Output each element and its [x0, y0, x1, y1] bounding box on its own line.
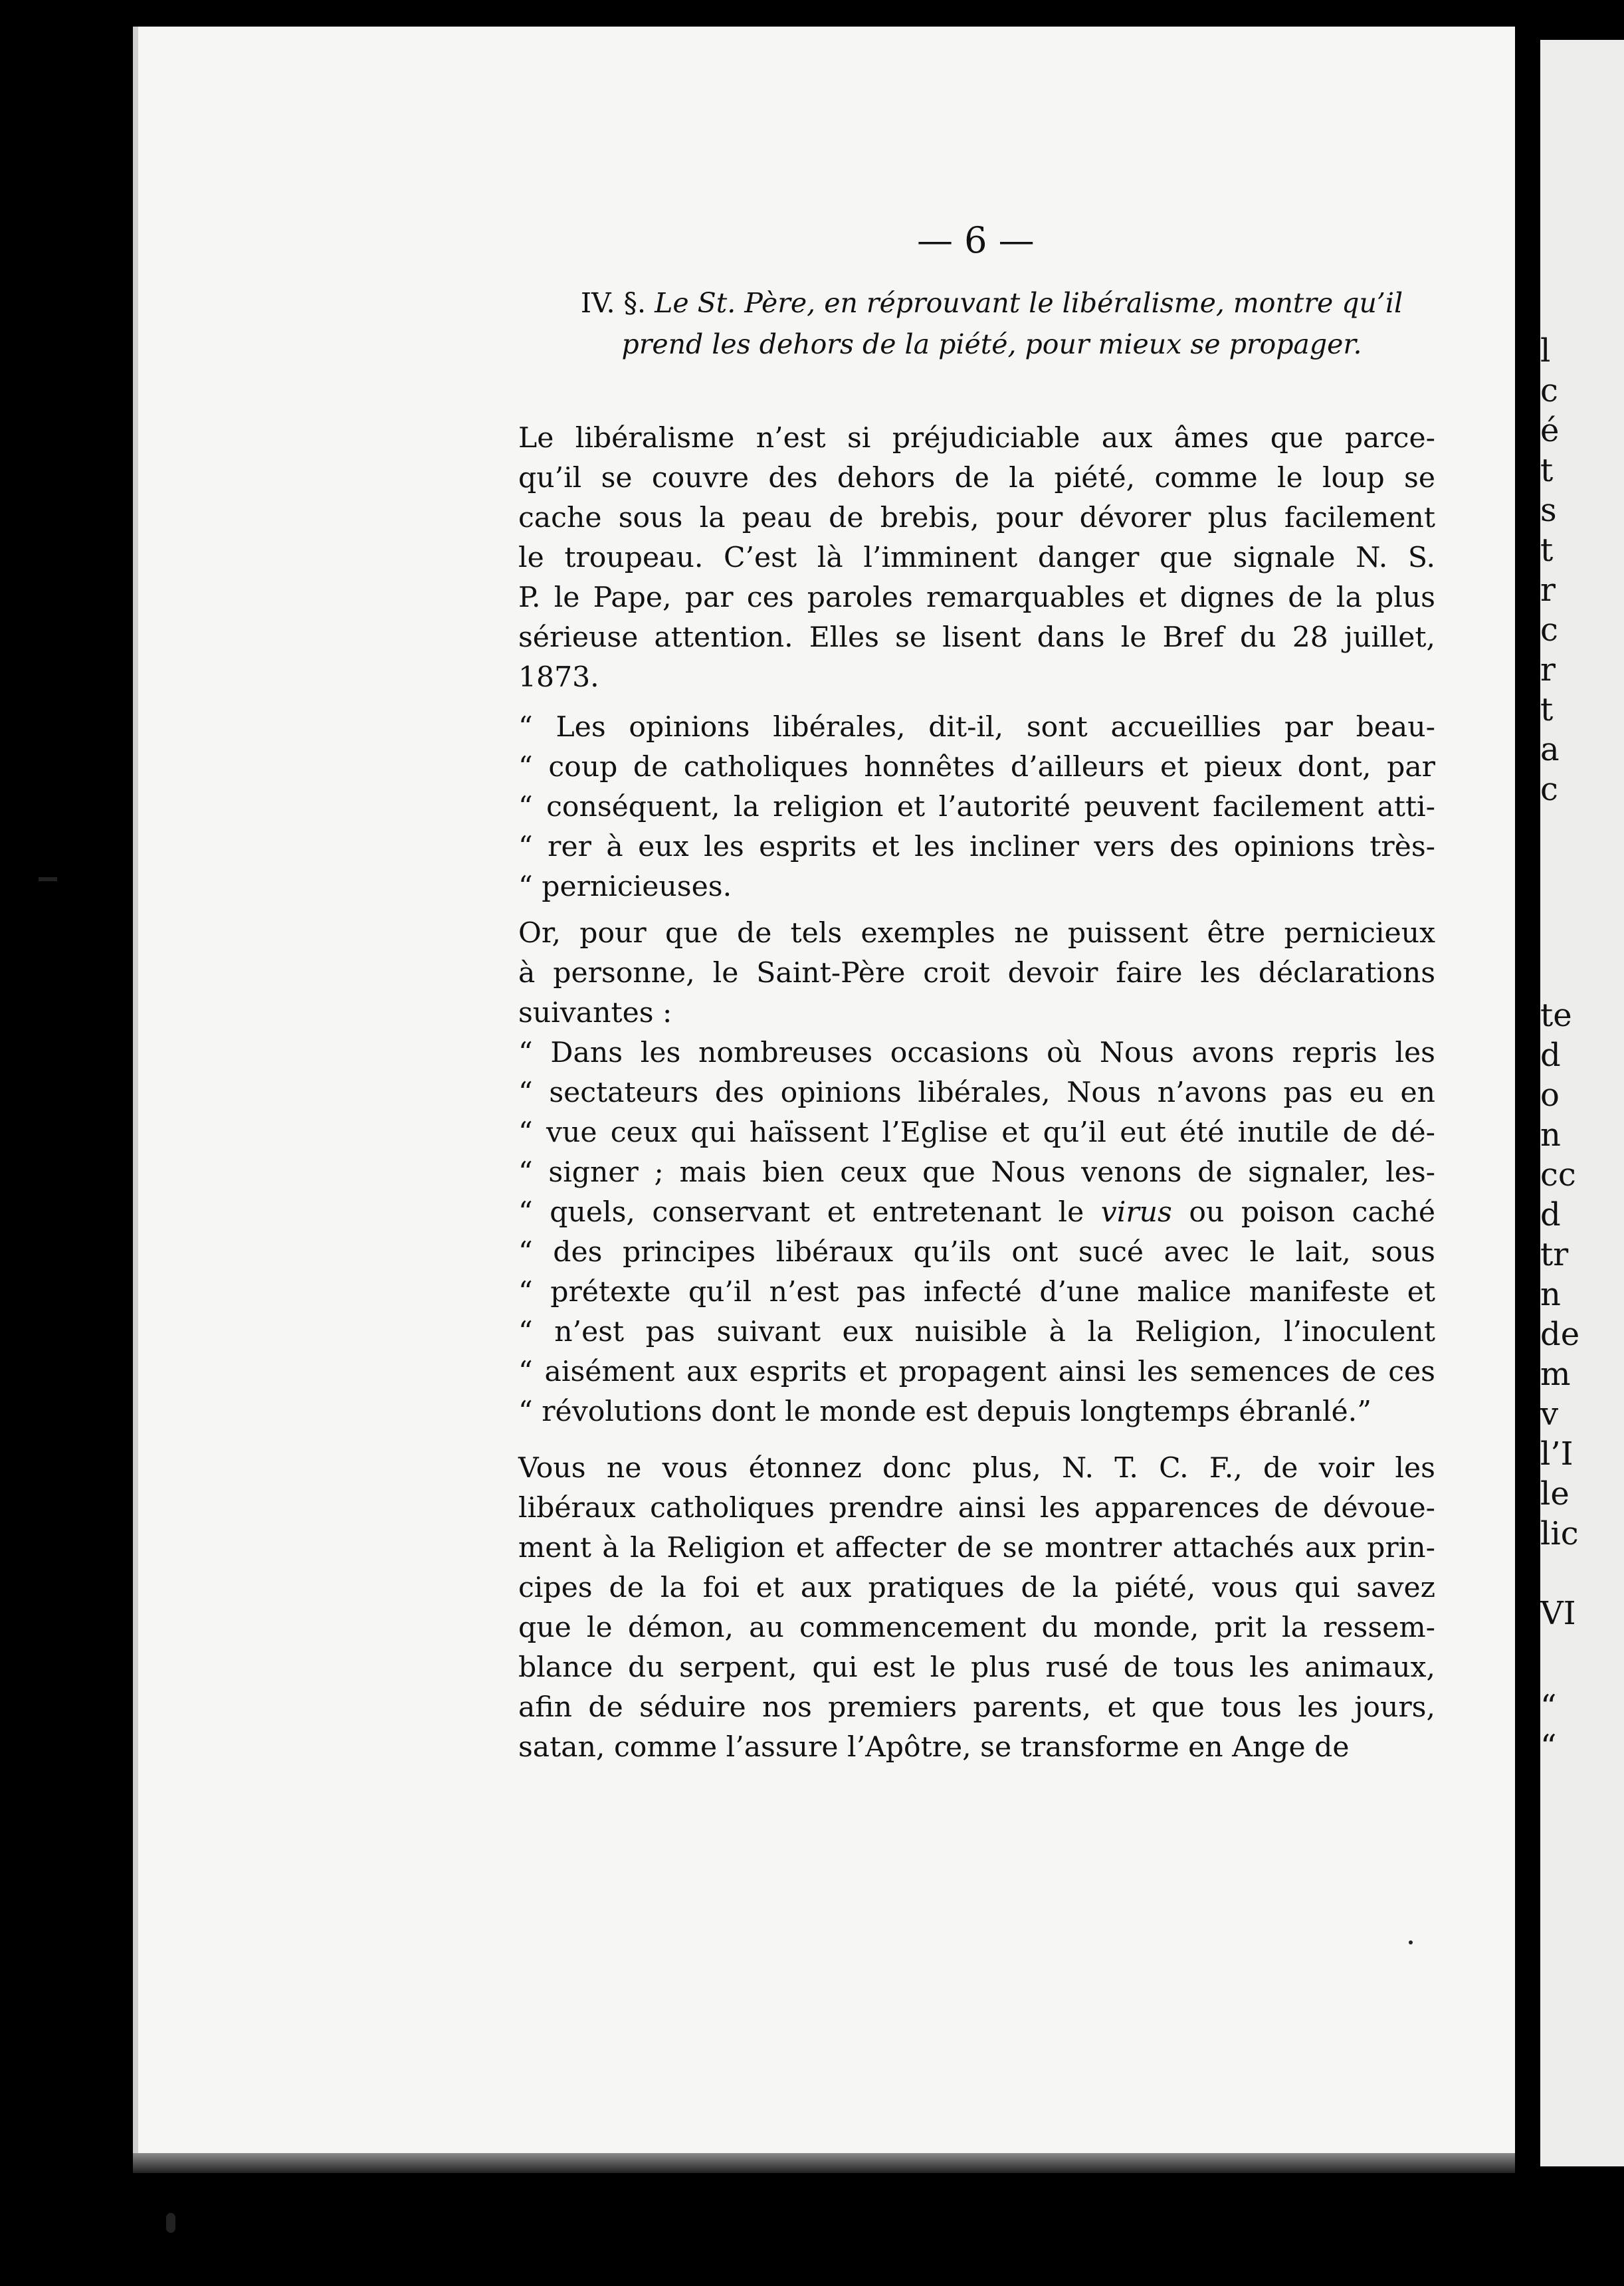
neighbor-text-fragment: t — [1540, 691, 1554, 728]
text-line: suivantes : — [518, 997, 672, 1029]
heading-text-1: Le St. Père, en réprouvant le libéralisme, montre qu’il — [655, 287, 1403, 319]
neighbor-text-fragment: “ — [1540, 1728, 1557, 1765]
text-line: ment à la Religion et affecter de se montrer attachés aux prin- — [518, 1532, 1435, 1564]
text-line: cipes de la foi et aux pratiques de la piété, vous qui savez — [518, 1572, 1435, 1604]
neighbor-text-fragment: tr — [1540, 1236, 1569, 1273]
heading-line-1 — [532, 282, 1452, 324]
neighbor-text-fragment: c — [1540, 372, 1558, 409]
text-line: cache sous la peau de brebis, pour dévorer plus facilement — [518, 502, 1435, 534]
text-line: “ des principes libéraux qu’ils ont sucé avec le lait, sous — [518, 1236, 1435, 1269]
neighbor-text-fragment: “ — [1540, 1688, 1557, 1725]
neighbor-text-fragment: le — [1540, 1475, 1570, 1512]
text-line: “ vue ceux qui haïssent l’Eglise et qu’il eut été inutile de dé- — [518, 1116, 1435, 1149]
neighbor-text-fragment: c — [1540, 611, 1558, 649]
paragraph-3 — [518, 1449, 1435, 1768]
page-edge-shadow — [133, 2153, 1515, 2173]
section-heading — [532, 282, 1452, 365]
text-line: “ rer à eux les esprits et les incliner vers des opinions très- — [518, 831, 1435, 863]
text-line: “ prétexte qu’il n’est pas infecté d’une malice manifeste et — [518, 1276, 1435, 1308]
text-line: “ quels, conservant et entretenant le virus ou poison caché — [518, 1196, 1436, 1229]
paragraph-1 — [518, 419, 1435, 698]
text-line: le troupeau. C’est là l’imminent danger que signale N. S. — [518, 542, 1435, 574]
text-line: afin de séduire nos premiers parents, et que tous les jours, — [518, 1691, 1435, 1724]
heading-line-2: prend les dehors de la piété, pour mieux se propager. — [621, 328, 1362, 360]
heading-number: IV. §. — [580, 287, 647, 319]
quote-1 — [518, 708, 1435, 907]
scan-speck — [166, 2213, 175, 2233]
neighbor-text-fragment: v — [1540, 1396, 1559, 1433]
text-line: “ pernicieuses. — [518, 871, 732, 903]
text-line: “ Dans les nombreuses occasions où Nous avons repris les — [518, 1037, 1435, 1069]
text-line: Or, pour que de tels exemples ne puissent être pernicieux — [518, 917, 1435, 950]
neighbor-text-fragment: n — [1540, 1116, 1561, 1154]
text-line: Le libéralisme n’est si préjudiciable aux âmes que parce- — [518, 422, 1435, 455]
neighbor-text-fragment: é — [1540, 412, 1560, 449]
neighbor-text-fragment: VI — [1540, 1595, 1576, 1632]
neighbor-text-fragment: d — [1540, 1196, 1561, 1233]
text-line: “ révolutions dont le monde est depuis longtemps ébranlé.” — [518, 1396, 1371, 1428]
neighbor-text-fragment: o — [1540, 1077, 1560, 1114]
text-line: “ n’est pas suivant eux nuisible à la Religion, l’inoculent — [518, 1316, 1435, 1348]
neighbor-text-fragment: c — [1540, 771, 1558, 808]
text-line: qu’il se couvre des dehors de la piété, comme le loup se — [518, 462, 1435, 494]
neighbor-text-fragment: t — [1540, 452, 1554, 489]
italic-word: virus — [1100, 1196, 1172, 1229]
text-line: libéraux catholiques prendre ainsi les apparences de dévoue- — [518, 1492, 1435, 1524]
text-line: satan, comme l’assure l’Apôtre, se transforme en Ange de — [518, 1731, 1350, 1764]
neighbor-text-fragment: n — [1540, 1276, 1561, 1313]
text-line: sérieuse attention. Elles se lisent dans le Bref du 28 juillet, — [518, 621, 1435, 654]
scan-speck — [1409, 1940, 1413, 1944]
neighbor-page-edge — [1540, 40, 1624, 2166]
neighbor-text-fragment: s — [1540, 492, 1557, 529]
text-line: P. le Pape, par ces paroles remarquables et dignes de la plus — [518, 581, 1435, 614]
text-line: que le démon, au commencement du monde, prit la ressem- — [518, 1611, 1435, 1644]
neighbor-text-fragment: m — [1540, 1356, 1571, 1393]
text-line: “ sectateurs des opinions libérales, Nous n’avons pas eu en — [518, 1077, 1435, 1109]
neighbor-text-fragment: a — [1540, 731, 1560, 768]
text-line: Vous ne vous étonnez donc plus, N. T. C. F., de voir les — [518, 1452, 1435, 1485]
text-line: “ conséquent, la religion et l’autorité peuvent facilement atti- — [518, 791, 1435, 823]
text-line: “ signer ; mais bien ceux que Nous venons de signaler, les- — [518, 1156, 1435, 1189]
text-line: à personne, le Saint-Père croit devoir faire les déclarations — [518, 957, 1435, 989]
text-line: blance du serpent, qui est le plus rusé de tous les animaux, — [518, 1651, 1435, 1684]
neighbor-text-fragment: cc — [1540, 1156, 1576, 1194]
page-number: — 6 — — [917, 219, 1035, 261]
neighbor-text-fragment: lic — [1540, 1515, 1579, 1552]
neighbor-text-fragment: r — [1540, 572, 1556, 609]
text-line: “ coup de catholiques honnêtes d’ailleurs et pieux dont, par — [518, 751, 1435, 783]
quote-2 — [518, 1033, 1435, 1432]
neighbor-text-fragment: te — [1540, 997, 1572, 1034]
scan-speck — [39, 877, 57, 881]
text-line: “ aisément aux esprits et propagent ainsi les semences de ces — [518, 1356, 1435, 1388]
neighbor-text-fragment: l — [1540, 332, 1551, 369]
neighbor-text-fragment: de — [1540, 1316, 1580, 1353]
neighbor-text-fragment: d — [1540, 1037, 1561, 1074]
neighbor-text-fragment: l’I — [1540, 1435, 1573, 1473]
neighbor-text-fragment: t — [1540, 532, 1554, 569]
paragraph-2 — [518, 914, 1435, 1033]
text-line: “ Les opinions libérales, dit-il, sont accueillies par beau- — [518, 711, 1435, 744]
text-line: 1873. — [518, 661, 599, 694]
neighbor-text-fragment: r — [1540, 651, 1556, 688]
